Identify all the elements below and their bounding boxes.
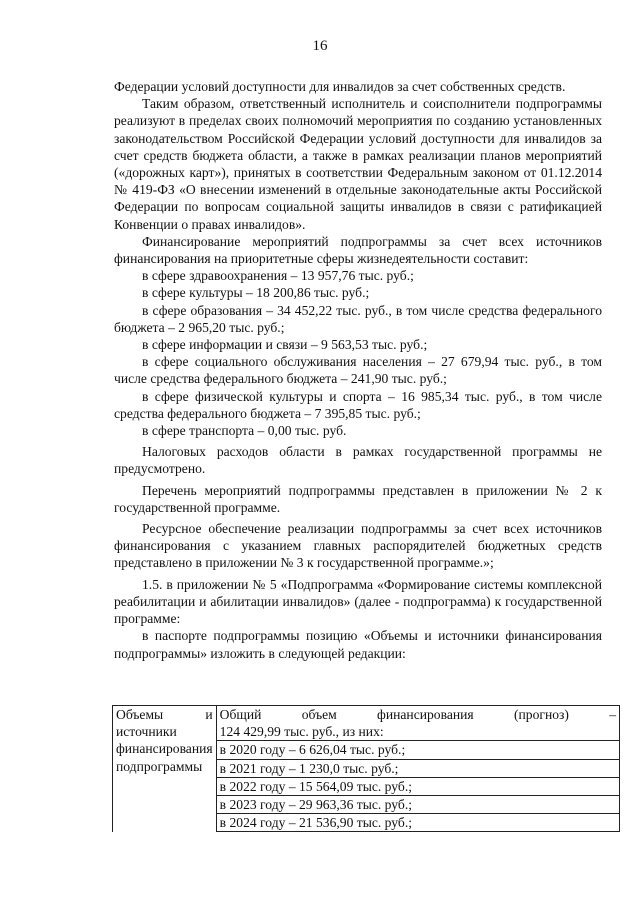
list-item: в сфере информации и связи – 9 563,53 тыс. руб.; (142, 337, 428, 353)
paragraph: Налоговых расходов области в рамках государственной программы не предусмотрено. (114, 444, 602, 477)
year-amount: в 2021 году – 1 230,0 тыс. руб.; (216, 759, 619, 777)
paragraph: Федерации условий доступности для инвалидов за счет собственных средств. (114, 79, 566, 94)
table-value-cell (216, 706, 619, 741)
paragraph: 1.5. в приложении № 5 «Подпрограмма «Формирование системы комплексной реабилитации и абилитации инвалидов» (далее - подпрограмма) к государственной программе: (114, 576, 602, 627)
year-amount: в 2022 году – 15 564,09 тыс. руб.; (216, 777, 619, 795)
paragraph: Таким образом, ответственный исполнитель и соисполнители подпрограммы реализуют в пределах своих полномочий мероприятия по созданию установленных законодательством Российской Федерации условий доступности для инвалидов за счет средств бюджета области, а также в рамках реализации планов мероприятий («дорожных карт»), принятых в соответствии Федеральным законом от 01.12.2014 № 419-ФЗ «О внесении изменений в отдельные законодательные акты Российской Федерации по вопросам социальной защиты инвалидов в связи с ратификацией Конвенции о правах инвалидов». (114, 96, 602, 232)
list-item: в сфере социального обслуживания населения – 27 679,94 тыс. руб., в том числе средства федерального бюджета – 241,90 тыс. руб.; (114, 354, 602, 387)
label-line (116, 706, 213, 723)
heading-word: финансирования (377, 707, 474, 722)
label-word: финансирования (116, 741, 213, 757)
page-number: 16 (312, 38, 328, 54)
financing-table (112, 705, 620, 832)
heading-dash: – (609, 707, 616, 722)
table-label-cell (113, 706, 217, 832)
paragraph: в паспорте подпрограммы позицию «Объемы и источники финансирования подпрограммы» изложить в следующей редакции: (114, 628, 602, 661)
label-word: подпрограммы (116, 758, 203, 774)
list-item: в сфере физической культуры и спорта – 16 985,34 тыс. руб., в том числе средства федерального бюджета – 7 395,85 тыс. руб.; (114, 388, 602, 421)
list-item: в сфере культуры – 18 200,86 тыс. руб.; (142, 285, 370, 301)
year-amount: в 2023 году – 29 963,36 тыс. руб.; (216, 796, 619, 814)
label-word: и (205, 707, 213, 722)
paragraph: Ресурсное обеспечение реализации подпрограммы за счет всех источников финансирования с указанием главных распорядителей бюджетных средств представлено в приложении № 3 к государственной программе.»; (114, 521, 602, 571)
heading-word: Общий (219, 707, 262, 722)
paragraph: Перечень мероприятий подпрограммы представлен в приложении № 2 к государственной программе. (114, 482, 602, 515)
label-word: источники (116, 724, 177, 740)
heading-word: объем (301, 707, 337, 722)
list-item: в сфере транспорта – 0,00 тыс. руб. (142, 423, 347, 439)
total-amount: 124 429,99 тыс. руб., из них: (219, 724, 384, 740)
paragraph: Финансирование мероприятий подпрограммы за счет всех источников финансирования на приоритетные сферы жизнедеятельности составит: (114, 233, 602, 267)
total-heading-line (220, 706, 616, 723)
list-item: в сфере здравоохранения – 13 957,76 тыс. руб.; (142, 268, 414, 284)
heading-word: (прогноз) (513, 707, 569, 722)
table-row (113, 706, 620, 741)
year-amount: в 2020 году – 6 626,04 тыс. руб.; (216, 741, 619, 759)
document-body (114, 78, 602, 662)
list-item: в сфере образования – 34 452,22 тыс. руб., в том числе средства федерального бюджета – 2 965,20 тыс. руб.; (114, 302, 602, 335)
label-word: Объемы (116, 707, 164, 722)
year-amount: в 2024 году – 21 536,90 тыс. руб.; (216, 814, 619, 832)
